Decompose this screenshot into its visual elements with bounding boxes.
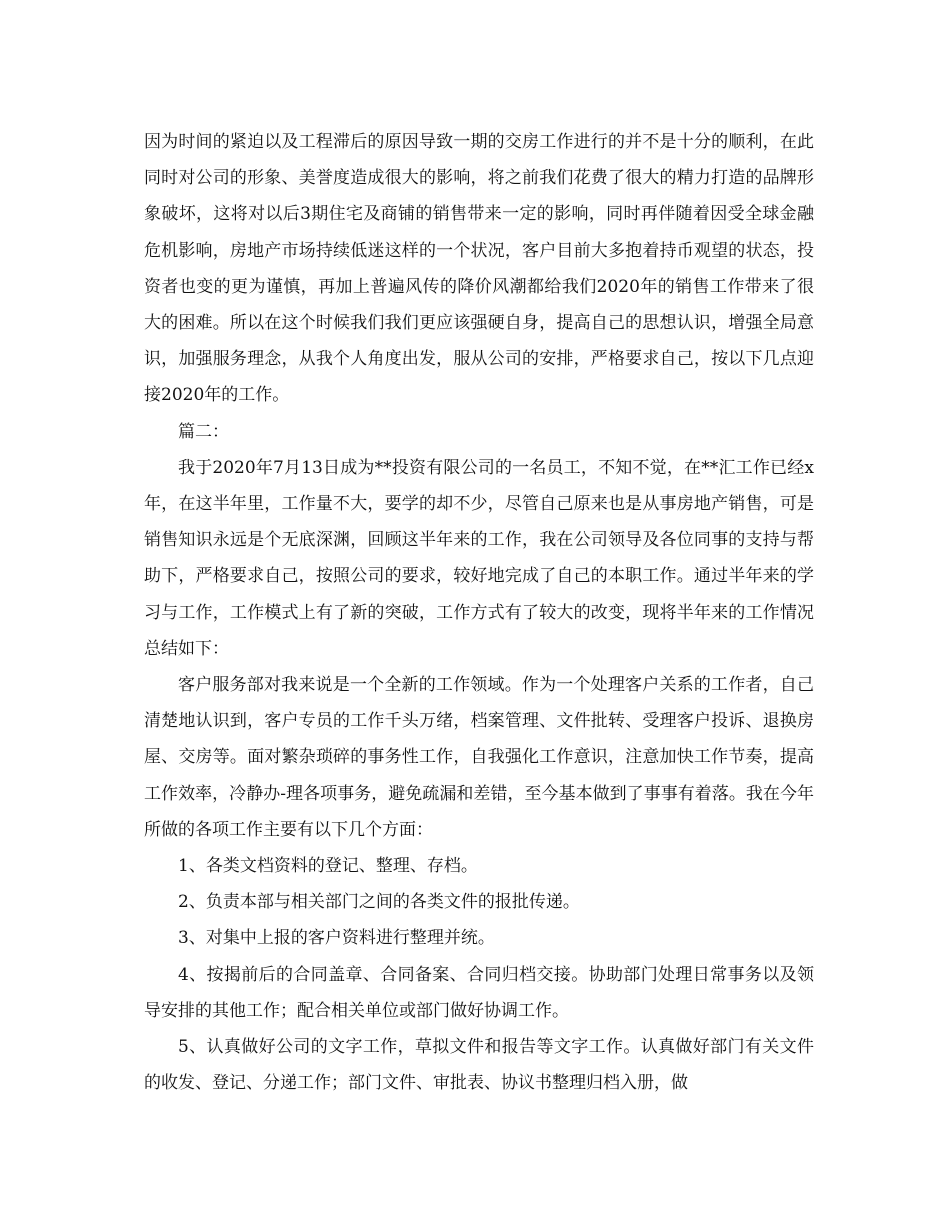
list-item-1: 1、各类文档资料的登记、整理、存档。 (178, 856, 478, 877)
paragraph-customer-service: 客户服务部对我来说是一个全新的工作领域。作为一个处理客户关系的工作者，自己清楚地认识到，客户专员的工作千头万绪，档案管理、文件批转、受理客户投诉、退换房屋、交房等。面对繁杂琐碎的事务性工作，自我强化工作意识，注意加快工作节奏，提高工作效率，冷静办-理各项事务，避免疏漏和差错，至今基本做到了事事有着落。我在今年所做的各项工作主要有以下几个方面： (144, 675, 814, 840)
list-item-5: 5、认真做好公司的文字工作，草拟文件和报告等文字工作。认真做好部门有关文件的收发、登记、分递工作；部门文件、审批表、协议书整理归档入册，做 (144, 1037, 814, 1094)
list-item-4: 4、按揭前后的合同盖章、合同备案、合同归档交接。协助部门处理日常事务以及领导安排的其他工作；配合相关单位或部门做好协调工作。 (144, 964, 814, 1021)
paragraph-intro: 我于2020年7月13日成为**投资有限公司的一名员工，不知不觉，在**汇工作已经x年，在这半年里，工作量不大，要学的却不少，尽管自己原来也是从事房地产销售，可是销售知识永远是个无底深渊，回顾这半年来的工作，我在公司领导及各位同事的支持与帮助下，严格要求自己，按照公司的要求，较好地完成了自己的本职工作。通过半年来的学习与工作，工作模式上有了新的突破，工作方式有了较大的改变，现将半年来的工作情况总结如下： (144, 457, 814, 659)
section-heading-part-two: 篇二： (178, 421, 229, 442)
list-item-3: 3、对集中上报的客户资料进行整理并统。 (178, 928, 495, 949)
document-body (144, 124, 814, 1101)
paragraph-continuation: 因为时间的紧迫以及工程滞后的原因导致一期的交房工作进行的并不是十分的顺利，在此同时对公司的形象、美誉度造成很大的影响，将之前我们花费了很大的精力打造的品牌形象破坏，这将对以后3期住宅及商铺的销售带来一定的影响，同时再伴随着因受全球金融危机影响，房地产市场持续低迷这样的一个状况，客户目前大多抱着持币观望的状态，投资者也变的更为谨慎，再加上普遍风传的降价风潮都给我们2020年的销售工作带来了很大的困难。所以在这个时候我们我们更应该强硬自身，提高自己的思想认识，增强全局意识，加强服务理念，从我个人角度出发，服从公司的安排，严格要求自己，按以下几点迎接2020年的工作。 (144, 132, 814, 406)
list-item-2: 2、负责本部与相关部门之间的各类文件的报批传递。 (178, 892, 580, 913)
